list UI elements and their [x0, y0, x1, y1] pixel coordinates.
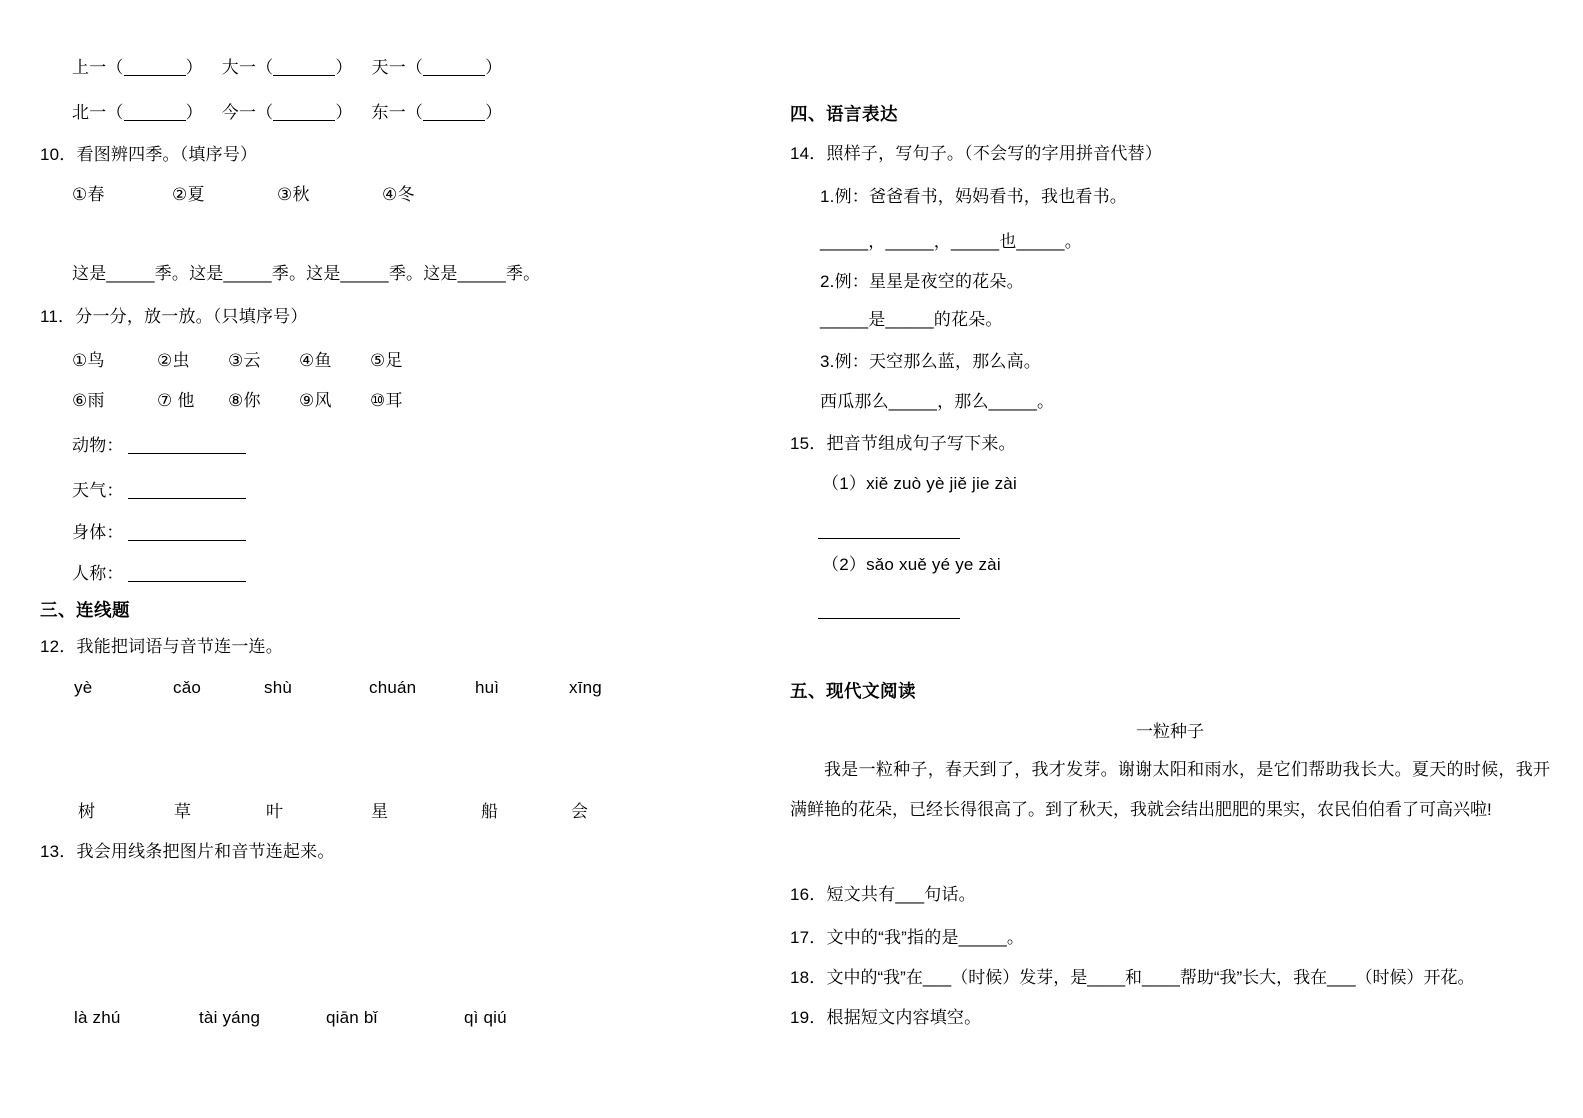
q19-text: 根据短文内容填空。 — [826, 1008, 982, 1027]
q15-item1-syllables: xiě zuò yè jiě jie zài — [866, 474, 1017, 493]
q15-item2-syllables: sǎo xuě yé ye zài — [866, 555, 1001, 574]
q10-option-3[interactable]: ③秋 — [277, 185, 310, 204]
q9-l2-item1-paren-open: （ — [106, 103, 124, 122]
q13-pinyin-qianbi[interactable]: qiān bǐ — [326, 1008, 378, 1027]
q11-option-9[interactable]: ⑨风 — [299, 391, 332, 410]
q14-item2-example — [820, 272, 1024, 292]
q11-category-person-label: 人称： — [72, 564, 124, 583]
section-4-heading: 四、语言表达 — [790, 104, 898, 124]
q12-pinyin-ye[interactable]: yè — [74, 678, 93, 697]
q12-pinyin-row — [74, 678, 602, 698]
q9-l2-item3-prompt: 东一 — [371, 103, 406, 122]
q12-pinyin-shu[interactable]: shù — [264, 678, 293, 697]
q13-title-row — [40, 842, 335, 862]
q16-number: 16． — [790, 885, 827, 904]
q10-title: 看图辨四季。（填序号） — [76, 145, 258, 164]
q10-options-row — [72, 185, 415, 205]
q9-l1-item1-paren-close: ） — [185, 58, 203, 77]
q11-category-animals-label: 动物： — [72, 436, 124, 455]
q16-text[interactable]: 短文共有___句话。 — [826, 885, 976, 904]
q15-item1 — [822, 474, 1017, 494]
q13-number: 13． — [40, 842, 77, 861]
q12-hanzi-chuan[interactable]: 船 — [481, 802, 499, 821]
q12-hanzi-cao[interactable]: 草 — [174, 802, 192, 821]
q11-category-person — [72, 564, 246, 584]
q12-pinyin-hui[interactable]: huì — [475, 678, 500, 697]
q11-option-10[interactable]: ⑩耳 — [370, 391, 403, 410]
q11-option-8[interactable]: ⑧你 — [228, 391, 261, 410]
q11-number: 11． — [40, 307, 76, 326]
q18-number: 18． — [790, 968, 827, 987]
q15-number: 15． — [790, 434, 827, 453]
q17-number: 17． — [790, 928, 827, 947]
q14-item3-answer[interactable]: 西瓜那么_____，那么_____。 — [820, 392, 1055, 411]
q12-number: 12． — [40, 637, 77, 656]
q19-row — [790, 1008, 981, 1028]
q11-title: 分一分，放一放。（只填序号） — [75, 307, 308, 326]
q11-option-4[interactable]: ④鱼 — [299, 351, 332, 370]
q12-title: 我能把词语与音节连一连。 — [76, 637, 283, 656]
q14-item2-label: 2.例： — [820, 272, 869, 291]
section-3-heading: 三、连线题 — [40, 600, 130, 620]
q15-item2-answer-rule[interactable] — [818, 618, 960, 619]
q12-hanzi-xing[interactable]: 星 — [371, 802, 389, 821]
q11-option-5[interactable]: ⑤足 — [370, 351, 403, 370]
q9-l2-item1-blank[interactable] — [124, 120, 186, 121]
q17-row — [790, 928, 1024, 948]
q11-option-3[interactable]: ③云 — [228, 351, 261, 370]
q11-category-body-blank[interactable] — [128, 540, 246, 541]
q9-l2-item3-paren-close: ） — [485, 103, 503, 122]
q12-pinyin-xing[interactable]: xīng — [569, 678, 602, 697]
q15-title-row — [790, 434, 1016, 454]
q12-hanzi-shu[interactable]: 树 — [78, 802, 96, 821]
q10-option-1[interactable]: ①春 — [72, 185, 105, 204]
q12-pinyin-cao[interactable]: cǎo — [173, 678, 202, 697]
q9-l1-item1-paren-open: （ — [106, 58, 124, 77]
q9-l1-item2-paren-open: （ — [256, 58, 274, 77]
q15-item1-label: （1） — [822, 474, 867, 493]
q11-category-animals — [72, 436, 246, 456]
q14-item3-example-text: 天空那么蓝，那么高。 — [868, 352, 1041, 371]
q11-title-row — [40, 307, 308, 327]
q12-hanzi-ye[interactable]: 叶 — [266, 802, 284, 821]
q14-item2-example-text: 星星是夜空的花朵。 — [868, 272, 1024, 291]
q9-l1-item3-blank[interactable] — [423, 75, 485, 76]
q17-text[interactable]: 文中的“我”指的是_____。 — [826, 928, 1025, 947]
q11-category-animals-blank[interactable] — [128, 453, 246, 454]
q11-option-6[interactable]: ⑥雨 — [72, 391, 105, 410]
q14-item1-example-text: 爸爸看书，妈妈看书，我也看书。 — [868, 187, 1127, 206]
section-5-heading: 五、现代文阅读 — [790, 681, 916, 701]
q15-item2 — [822, 555, 1001, 575]
q9-l2-item3-paren-open: （ — [405, 103, 424, 122]
q18-row — [790, 968, 1475, 988]
q19-number: 19． — [790, 1008, 827, 1027]
q9-l2-item2-blank[interactable] — [273, 120, 335, 121]
q10-number: 10． — [40, 145, 77, 164]
q11-option-1[interactable]: ①鸟 — [72, 351, 105, 370]
q14-title: 照样子，写句子。（不会写的字用拼音代替） — [826, 144, 1163, 163]
passage-title: 一粒种子 — [1136, 722, 1204, 741]
q9-line-2 — [72, 103, 502, 123]
q9-l1-item3-paren-open: （ — [405, 58, 424, 77]
q9-l2-item1-paren-close: ） — [185, 103, 203, 122]
q13-pinyin-taiyang[interactable]: tài yáng — [199, 1008, 261, 1027]
q10-title-row — [40, 145, 257, 165]
q13-pinyin-qiqiu[interactable]: qì qiú — [464, 1008, 507, 1027]
q15-item1-answer-rule[interactable] — [818, 538, 960, 539]
q11-category-weather-blank[interactable] — [128, 498, 246, 499]
passage-body: 我是一粒种子，春天到了，我才发芽。谢谢太阳和雨水，是它们帮助我长大。夏天的时候，我开满鲜艳的花朵，已经长得很高了。到了秋天，我就会结出肥肥的果实，农民伯伯看了可高兴啦! — [790, 760, 1550, 819]
q11-category-weather — [72, 481, 246, 501]
q13-picture-area — [72, 885, 632, 995]
q16-row — [790, 885, 976, 905]
q10-option-2[interactable]: ②夏 — [172, 185, 205, 204]
q9-l1-item3-paren-close: ） — [485, 58, 503, 77]
q10-option-4[interactable]: ④冬 — [382, 185, 415, 204]
q9-l2-item2-paren-close: ） — [335, 103, 353, 122]
q9-l1-item2-prompt: 大一 — [221, 58, 257, 77]
q11-options-row-2 — [72, 391, 403, 411]
q11-option-7[interactable]: ⑦ 他 — [157, 391, 195, 410]
q13-title: 我会用线条把图片和音节连起来。 — [76, 842, 335, 861]
q9-l1-item1-blank[interactable] — [124, 75, 186, 76]
q9-l2-item3-blank[interactable] — [423, 120, 485, 121]
q14-item3-example — [820, 352, 1041, 372]
q9-l1-item2-paren-close: ） — [335, 58, 353, 77]
q9-line-1 — [72, 58, 502, 78]
q12-hanzi-row — [78, 802, 588, 822]
q9-l1-item1-prompt: 上一 — [72, 58, 107, 77]
q9-l2-item1-prompt: 北一 — [72, 103, 107, 122]
q14-item1-example — [820, 187, 1127, 207]
q15-item2-label: （2） — [822, 555, 867, 574]
q14-title-row — [790, 144, 1162, 164]
q11-category-weather-label: 天气： — [72, 481, 124, 500]
q14-item1-answer[interactable]: _____，_____，_____也_____。 — [820, 232, 1082, 251]
q14-item3-label: 3.例： — [820, 352, 869, 371]
q18-text[interactable]: 文中的“我”在___（时候）发芽，是____和____帮助“我”长大，我在___（时候）开花。 — [826, 968, 1475, 987]
q9-l2-item2-paren-open: （ — [256, 103, 274, 122]
q11-category-person-blank[interactable] — [128, 581, 246, 582]
q11-category-body — [72, 523, 246, 543]
q9-l1-item2-blank[interactable] — [273, 75, 335, 76]
q13-pinyin-row — [74, 1008, 507, 1028]
q11-category-body-label: 身体： — [72, 523, 124, 542]
q11-options-row-1 — [72, 351, 403, 371]
q12-hanzi-hui[interactable]: 会 — [571, 802, 589, 821]
q14-number: 14． — [790, 144, 827, 163]
q14-item2-answer[interactable]: _____是_____的花朵。 — [820, 310, 1003, 329]
q15-title: 把音节组成句子写下来。 — [826, 434, 1016, 453]
q9-l2-item2-prompt: 今一 — [221, 103, 257, 122]
q13-pinyin-lazhu[interactable]: là zhú — [74, 1008, 121, 1027]
q9-l1-item3-prompt: 天一 — [371, 58, 406, 77]
q12-pinyin-chuan[interactable]: chuán — [369, 678, 417, 697]
q14-item1-label: 1.例： — [820, 187, 869, 206]
q10-answer-line[interactable]: 这是_____季。这是_____季。这是_____季。这是_____季。 — [72, 264, 541, 283]
q11-option-2[interactable]: ②虫 — [157, 351, 190, 370]
q12-title-row — [40, 637, 283, 657]
